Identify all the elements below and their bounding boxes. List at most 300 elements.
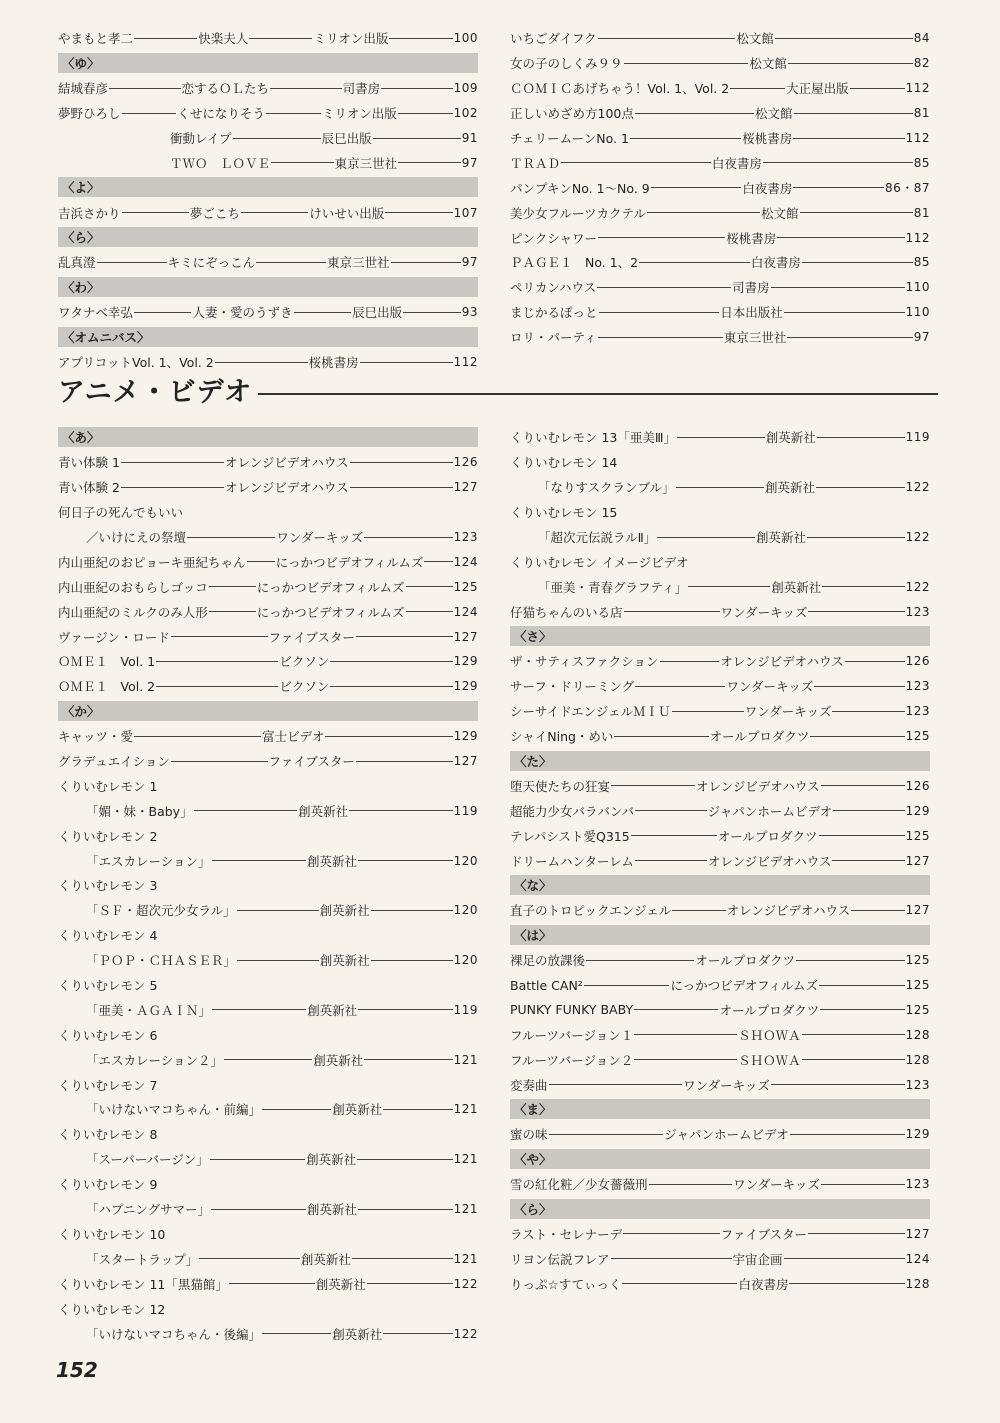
leader-line bbox=[134, 312, 192, 313]
entry-publisher: 大正屋出版 bbox=[786, 81, 849, 97]
leader-line bbox=[634, 1009, 718, 1010]
leader-line bbox=[134, 736, 261, 737]
leader-line bbox=[237, 910, 319, 911]
index-entry bbox=[58, 823, 478, 848]
leader-line bbox=[787, 337, 912, 338]
entry-publisher: 東京三世社 bbox=[334, 155, 398, 171]
entry-title: まじかるぽっと bbox=[510, 305, 598, 321]
leader-line bbox=[561, 162, 711, 163]
index-entry bbox=[58, 948, 478, 973]
entry-page: 121 bbox=[453, 1251, 478, 1266]
index-entry bbox=[510, 574, 930, 599]
entry-title: ラスト・セレナーデ bbox=[510, 1226, 623, 1242]
leader-line bbox=[775, 38, 913, 39]
leader-line bbox=[549, 1134, 664, 1135]
index-entry bbox=[58, 1022, 478, 1047]
leader-line bbox=[262, 1109, 331, 1110]
entry-title: くりいむレモン 11「黒猫館」 bbox=[58, 1276, 228, 1292]
entry-work: 快楽夫人 bbox=[198, 31, 249, 47]
entry-title: やまもと孝二 bbox=[58, 31, 134, 47]
entry-publisher: ワンダーキッズ bbox=[276, 530, 364, 545]
index-entry bbox=[58, 1246, 478, 1271]
leader-line bbox=[624, 611, 720, 612]
leader-line bbox=[788, 63, 913, 64]
entry-page: 119 bbox=[905, 430, 931, 445]
entry-publisher: ワンダーキッズ bbox=[720, 604, 808, 620]
entry-title: くりいむレモン 9 bbox=[58, 1177, 158, 1193]
index-entry bbox=[510, 450, 930, 475]
entry-title: 内山亜紀のおもらしゴッコ bbox=[58, 579, 208, 595]
entry-title: くりいむレモン 1 bbox=[58, 778, 158, 794]
index-entry bbox=[510, 51, 930, 76]
index-entry bbox=[510, 724, 930, 749]
entry-title: 結城春彦 bbox=[58, 81, 109, 97]
entry-page: 127 bbox=[453, 480, 479, 495]
index-entry bbox=[510, 200, 930, 225]
entry-title: ／いけにえの祭壇 bbox=[86, 530, 187, 545]
leader-line bbox=[623, 1233, 720, 1234]
index-entry bbox=[58, 525, 478, 550]
entry-title: くりいむレモン 13「亜美Ⅲ」 bbox=[510, 430, 676, 446]
entry-publisher: ビクソン bbox=[279, 654, 330, 670]
leader-line bbox=[614, 736, 708, 737]
index-entry bbox=[510, 500, 930, 525]
entry-title: 乱真澄 bbox=[58, 255, 96, 271]
index-letter-header: 〈た〉 bbox=[510, 751, 930, 771]
index-letter-header: 〈オムニバス〉 bbox=[58, 327, 478, 347]
leader-line bbox=[364, 537, 452, 538]
entry-page: 122 bbox=[453, 1326, 478, 1341]
entry-title: いちごダイフク bbox=[510, 31, 597, 47]
leader-line bbox=[134, 38, 197, 39]
entry-publisher: ジャパンホームビデオ bbox=[707, 803, 833, 819]
leader-line bbox=[187, 537, 275, 538]
entry-publisher: 辰巳出版 bbox=[321, 131, 372, 146]
entry-publisher: 桜桃書房 bbox=[308, 355, 359, 371]
entry-publisher: オレンジビデオハウス bbox=[225, 455, 349, 471]
entry-title: ドリームハンターレム bbox=[510, 853, 634, 869]
index-entry bbox=[510, 948, 930, 973]
entry-title: くりいむレモン 7 bbox=[58, 1077, 158, 1093]
index-entry bbox=[58, 574, 478, 599]
entry-title: 裸足の放課後 bbox=[510, 953, 586, 969]
entry-page: 102 bbox=[453, 106, 478, 121]
entry-title: ＰＡＧＥ１ No. 1、2 bbox=[510, 255, 639, 271]
entry-work: くせになりそう bbox=[177, 106, 265, 122]
entry-title: 「媚・妹・Baby」 bbox=[86, 803, 193, 819]
leader-line bbox=[403, 312, 461, 313]
entry-work: キミにぞっこん bbox=[167, 255, 256, 271]
index-entry bbox=[58, 997, 478, 1022]
index-entry bbox=[510, 973, 930, 998]
entry-title: ワタナベ幸弘 bbox=[58, 305, 133, 321]
leader-line bbox=[611, 1258, 732, 1259]
entry-title: 何日子の死んでもいい bbox=[58, 505, 184, 521]
leader-line bbox=[210, 1159, 306, 1160]
entry-title: くりいむレモン 4 bbox=[58, 928, 158, 944]
entry-publisher: けいせい出版 bbox=[309, 205, 385, 221]
entry-publisher: ＳＨＯＷＡ bbox=[738, 1027, 801, 1043]
leader-line bbox=[424, 561, 452, 562]
entry-page: 125 bbox=[905, 729, 931, 744]
entry-publisher: ミリオン出版 bbox=[321, 106, 397, 122]
entry-page: 97 bbox=[913, 330, 930, 345]
entry-page: 120 bbox=[453, 853, 478, 868]
index-entry bbox=[58, 1172, 478, 1197]
entry-title: 超能力少女バラバンバ bbox=[510, 803, 635, 819]
leader-line bbox=[209, 611, 256, 612]
index-entry bbox=[58, 300, 478, 325]
index-entry bbox=[58, 450, 478, 475]
index-entry bbox=[58, 500, 478, 525]
entry-title: サーフ・ドリーミング bbox=[510, 679, 635, 695]
entry-title: ＯＭＥ１ Vol. 1 bbox=[58, 654, 156, 670]
entry-page: 126 bbox=[453, 455, 479, 470]
leader-line bbox=[266, 113, 321, 114]
entry-title: 「超次元伝説ラルⅡ」 bbox=[538, 530, 657, 545]
leader-line bbox=[598, 337, 723, 338]
entry-title: 「スタートラップ」 bbox=[86, 1251, 199, 1267]
leader-line bbox=[199, 1258, 300, 1259]
entry-title: ＴＲＡＤ bbox=[510, 155, 561, 171]
entry-publisher: ＳＨＯＷＡ bbox=[738, 1052, 801, 1068]
entry-title: ペリカンハウス bbox=[510, 280, 597, 296]
index-entry bbox=[58, 973, 478, 998]
entry-title: フルーツバージョン２ bbox=[510, 1052, 634, 1068]
index-letter-header: 〈よ〉 bbox=[58, 177, 478, 197]
leader-line bbox=[777, 237, 904, 238]
column-top-right bbox=[510, 26, 930, 350]
entry-page: 125 bbox=[905, 978, 930, 993]
entry-page: 125 bbox=[905, 1002, 930, 1017]
entry-publisher: 創英新社 bbox=[307, 1002, 358, 1018]
entry-publisher: 白夜書房 bbox=[711, 155, 762, 171]
entry-page: 124 bbox=[453, 554, 478, 569]
leader-line bbox=[802, 262, 913, 263]
leader-line bbox=[349, 810, 453, 811]
leader-line bbox=[241, 212, 308, 213]
leader-line bbox=[677, 437, 765, 438]
entry-page: 125 bbox=[905, 828, 930, 843]
entry-publisher: 桜桃書房 bbox=[742, 131, 793, 146]
entry-page: 127 bbox=[905, 903, 930, 918]
entry-publisher: オールプロダクツ bbox=[719, 1002, 820, 1018]
leader-line bbox=[364, 1059, 452, 1060]
index-letter-header: 〈ま〉 bbox=[510, 1099, 930, 1119]
entry-page: 119 bbox=[453, 803, 478, 818]
index-entry bbox=[58, 549, 478, 574]
entry-title: 内山亜紀のおピョーキ亜紀ちゃん bbox=[58, 554, 246, 570]
entry-title: 「スーパーバージン」 bbox=[86, 1152, 209, 1168]
entry-publisher: オレンジビデオハウス bbox=[726, 903, 851, 919]
entry-title: 内山亜紀のミルクのみ人形 bbox=[58, 604, 208, 620]
entry-work: ＴＷＯ ＬＯＶＥ bbox=[170, 155, 271, 171]
leader-line bbox=[624, 63, 749, 64]
entry-publisher: 富士ビデオ bbox=[262, 729, 325, 745]
entry-title: りっぷ☆すてぃっく bbox=[510, 1276, 622, 1292]
leader-line bbox=[597, 287, 731, 288]
leader-line bbox=[598, 237, 725, 238]
entry-publisher: 辰巳出版 bbox=[352, 305, 403, 321]
index-entry bbox=[510, 1246, 930, 1271]
entry-publisher: ジャパンホームビデオ bbox=[664, 1127, 789, 1143]
leader-line bbox=[793, 187, 884, 188]
leader-line bbox=[109, 88, 181, 89]
entry-page: 123 bbox=[905, 1177, 930, 1192]
entry-title: くりいむレモン イメージビデオ bbox=[510, 554, 689, 570]
entry-page: 124 bbox=[453, 604, 478, 619]
index-entry bbox=[58, 250, 478, 275]
entry-title: シーサイドエンジェルＭＩＵ bbox=[510, 704, 671, 720]
index-entry bbox=[510, 997, 930, 1022]
leader-line bbox=[358, 1009, 452, 1010]
leader-line bbox=[807, 537, 905, 538]
entry-title: 「なりすスクランブル」 bbox=[538, 480, 675, 496]
index-entry bbox=[58, 773, 478, 798]
entry-page: 122 bbox=[905, 579, 930, 594]
entry-publisher: 白夜書房 bbox=[742, 180, 793, 196]
index-entry bbox=[58, 624, 478, 649]
entry-title: 「いけないマコちゃん・前編」 bbox=[86, 1102, 262, 1118]
index-letter-header: 〈ゆ〉 bbox=[58, 53, 478, 73]
leader-line bbox=[352, 1258, 453, 1259]
entry-title: ＣＯＭＩＣあげちゃう！Vol. 1、Vol. 2 bbox=[510, 81, 730, 97]
index-entry bbox=[58, 898, 478, 923]
index-entry bbox=[510, 126, 930, 151]
index-entry bbox=[58, 1296, 478, 1321]
index-entry bbox=[510, 425, 930, 450]
leader-line bbox=[584, 985, 670, 986]
leader-line bbox=[730, 88, 785, 89]
index-letter-header: 〈な〉 bbox=[510, 875, 930, 895]
index-entry bbox=[510, 549, 930, 574]
entry-page: 127 bbox=[453, 629, 478, 644]
entry-title: 女の子のしくみ９９ bbox=[510, 56, 623, 72]
index-entry bbox=[510, 1122, 930, 1147]
entry-page: 120 bbox=[453, 953, 478, 968]
leader-line bbox=[156, 661, 278, 662]
index-entry bbox=[58, 1197, 478, 1222]
leader-line bbox=[229, 1283, 315, 1284]
index-entry bbox=[510, 674, 930, 699]
entry-publisher: 司書房 bbox=[732, 280, 770, 296]
entry-title: Battle CAN² bbox=[510, 977, 583, 993]
leader-line bbox=[247, 561, 275, 562]
leader-line bbox=[789, 1283, 904, 1284]
leader-line bbox=[215, 362, 308, 363]
entry-publisher: 白夜書房 bbox=[750, 255, 801, 271]
index-entry bbox=[510, 250, 930, 275]
entry-page: 112 bbox=[905, 131, 931, 145]
entry-page: 121 bbox=[453, 1052, 478, 1067]
leader-line bbox=[784, 312, 905, 313]
entry-title: 堕天使たちの狂宴 bbox=[510, 778, 611, 794]
entry-title: PUNKY FUNKY BABY bbox=[510, 1002, 634, 1018]
entry-publisher: 創英新社 bbox=[313, 1052, 364, 1068]
index-letter-header: 〈や〉 bbox=[510, 1149, 930, 1169]
leader-line bbox=[194, 810, 298, 811]
leader-line bbox=[358, 860, 453, 861]
entry-work: 衝動レイプ bbox=[170, 131, 232, 146]
entry-page: 129 bbox=[905, 1127, 930, 1142]
index-entry bbox=[510, 1022, 930, 1047]
index-entry bbox=[58, 200, 478, 225]
leader-line bbox=[832, 860, 904, 861]
entry-title: 雪の紅化粧／少女薔薇刑 bbox=[510, 1177, 648, 1193]
entry-title: 青い体験 1 bbox=[58, 455, 120, 471]
entry-title: 「ハプニングサマー」 bbox=[86, 1202, 211, 1218]
section-title: アニメ・ビデオ bbox=[58, 377, 253, 408]
leader-line bbox=[121, 462, 224, 463]
entry-page: 129 bbox=[453, 654, 478, 669]
entry-publisher: ワンダーキッズ bbox=[683, 1077, 770, 1093]
entry-page: 84 bbox=[913, 31, 930, 46]
entry-publisher: ファイブスター bbox=[268, 754, 355, 770]
entry-title: くりいむレモン 14 bbox=[510, 455, 618, 471]
leader-line bbox=[634, 1059, 737, 1060]
leader-line bbox=[817, 437, 905, 438]
leader-line bbox=[381, 88, 453, 89]
entry-title: くりいむレモン 8 bbox=[58, 1127, 158, 1143]
leader-line bbox=[360, 362, 453, 363]
index-entry bbox=[510, 898, 930, 923]
leader-line bbox=[586, 960, 694, 961]
entry-page: 127 bbox=[905, 1226, 930, 1241]
leader-line bbox=[634, 1034, 737, 1035]
entry-publisher: 創英新社 bbox=[306, 1202, 357, 1218]
leader-line bbox=[793, 138, 904, 139]
entry-page: 112 bbox=[453, 355, 478, 370]
leader-line bbox=[294, 312, 352, 313]
index-entry bbox=[58, 475, 478, 500]
index-entry bbox=[58, 649, 478, 674]
entry-publisher: 白夜書房 bbox=[738, 1276, 789, 1292]
index-entry bbox=[510, 275, 930, 300]
entry-page: 128 bbox=[905, 1052, 930, 1067]
index-entry bbox=[510, 300, 930, 325]
leader-line bbox=[171, 761, 268, 762]
index-entry bbox=[510, 1172, 930, 1197]
index-entry bbox=[58, 599, 478, 624]
entry-page: 122 bbox=[453, 1276, 478, 1291]
entry-page: 122 bbox=[905, 530, 931, 544]
entry-page: 128 bbox=[905, 1276, 931, 1291]
section-heading bbox=[58, 370, 938, 409]
leader-line bbox=[850, 88, 905, 89]
entry-page: 91 bbox=[461, 131, 478, 145]
entry-publisher: オレンジビデオハウス bbox=[720, 654, 844, 670]
leader-line bbox=[356, 636, 453, 637]
entry-page: 126 bbox=[905, 778, 930, 793]
leader-line bbox=[651, 187, 742, 188]
index-entry bbox=[58, 26, 478, 51]
entry-title: キャッツ・愛 bbox=[58, 729, 134, 745]
entry-publisher: 創英新社 bbox=[300, 1251, 351, 1267]
leader-line bbox=[819, 835, 905, 836]
entry-title: リヨン伝説フレア bbox=[510, 1251, 610, 1267]
entry-page: 127 bbox=[905, 853, 930, 868]
entry-publisher: 創英新社 bbox=[765, 430, 816, 446]
entry-publisher: 創英新社 bbox=[306, 1152, 357, 1168]
leader-line bbox=[209, 586, 256, 587]
leader-line bbox=[819, 985, 905, 986]
entry-page: 121 bbox=[453, 1152, 478, 1167]
leader-line bbox=[800, 212, 913, 213]
index-entry bbox=[510, 76, 930, 101]
index-letter-header: 〈ら〉 bbox=[510, 1199, 930, 1219]
entry-page: 81 bbox=[913, 106, 930, 121]
leader-line bbox=[233, 138, 321, 139]
leader-line bbox=[121, 487, 224, 488]
leader-line bbox=[639, 262, 750, 263]
leader-line bbox=[820, 1009, 904, 1010]
index-letter-header: 〈は〉 bbox=[510, 925, 930, 945]
leader-line bbox=[622, 1283, 737, 1284]
entry-page: 129 bbox=[453, 729, 478, 744]
index-entry bbox=[58, 1122, 478, 1147]
leader-line bbox=[635, 810, 706, 811]
entry-title: 「ＳＦ・超次元少女ラル」 bbox=[86, 903, 236, 919]
leader-line bbox=[763, 162, 913, 163]
entry-page: 85 bbox=[913, 155, 930, 170]
leader-line bbox=[383, 1333, 452, 1334]
entry-page: 129 bbox=[905, 803, 930, 818]
entry-title: くりいむレモン 6 bbox=[58, 1027, 158, 1043]
column-bottom-right bbox=[510, 425, 930, 1296]
leader-line bbox=[832, 711, 904, 712]
leader-line bbox=[814, 686, 904, 687]
leader-line bbox=[796, 960, 904, 961]
entry-page: 124 bbox=[905, 1251, 930, 1266]
index-letter-header: 〈わ〉 bbox=[58, 277, 478, 297]
entry-publisher: オールプロダクツ bbox=[709, 729, 810, 745]
entry-publisher: オールプロダクツ bbox=[717, 828, 818, 844]
leader-line bbox=[599, 312, 720, 313]
index-entry bbox=[58, 101, 478, 126]
index-entry bbox=[58, 674, 478, 699]
entry-page: 110 bbox=[905, 305, 930, 320]
leader-line bbox=[357, 1159, 453, 1160]
index-letter-header: 〈か〉 bbox=[58, 701, 478, 721]
leader-line bbox=[237, 960, 319, 961]
leader-line bbox=[635, 686, 725, 687]
entry-page: 109 bbox=[453, 81, 478, 96]
entry-page: 112 bbox=[905, 230, 930, 245]
entry-publisher: 創英新社 bbox=[315, 1276, 366, 1292]
entry-title: 「エスカレーション」 bbox=[86, 853, 211, 869]
entry-publisher: 宇宙企画 bbox=[732, 1251, 783, 1267]
leader-line bbox=[358, 1209, 453, 1210]
entry-title: チェリームーンNo. 1 bbox=[510, 131, 629, 146]
leader-line bbox=[845, 661, 905, 662]
entry-title: ザ・サティスファクション bbox=[510, 654, 659, 670]
entry-publisher: 東京三世社 bbox=[327, 255, 390, 271]
entry-page: 97 bbox=[461, 155, 478, 170]
index-entry bbox=[58, 749, 478, 774]
entry-page: 123 bbox=[905, 679, 930, 694]
index-entry bbox=[510, 175, 930, 200]
index-entry bbox=[510, 225, 930, 250]
index-entry bbox=[58, 848, 478, 873]
leader-line bbox=[688, 586, 770, 587]
leader-line bbox=[212, 860, 307, 861]
entry-publisher: 創英新社 bbox=[755, 530, 806, 545]
entry-publisher: 日本出版社 bbox=[720, 305, 783, 321]
index-entry bbox=[58, 923, 478, 948]
entry-title: ロリ・パーティ bbox=[510, 330, 597, 346]
entry-page: 127 bbox=[453, 754, 478, 769]
leader-line bbox=[406, 586, 453, 587]
